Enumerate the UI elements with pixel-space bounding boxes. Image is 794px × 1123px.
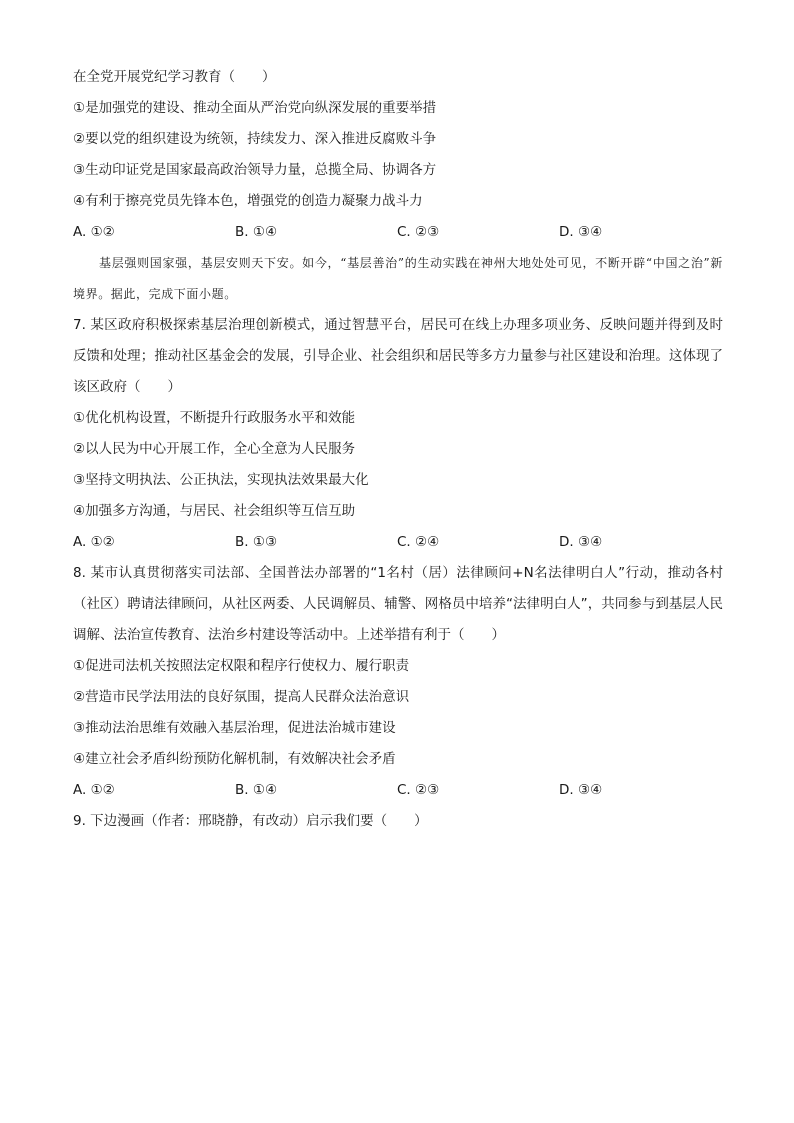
q6-option-3: ③生动印证党是国家最高政治领导力量，总揽全局、协调各方 <box>73 162 437 178</box>
q6-option-2: ②要以党的组织建设为统领，持续发力、深入推进反腐败斗争 <box>73 131 437 147</box>
q8-choice-c[interactable]: C. ②③ <box>397 782 440 798</box>
material-passage: 基层强则国家强，基层安则天下安。如今，“基层善治”的生动实践在神州大地处处可见，不断开辟“中国之治”新境界。据此，完成下面小题。 <box>73 256 723 301</box>
q7-choice-d[interactable]: D. ③④ <box>559 534 603 550</box>
q8-option-4: ④建立社会矛盾纠纷预防化解机制，有效解决社会矛盾 <box>73 751 396 767</box>
q6-choice-b[interactable]: B. ①④ <box>235 224 278 240</box>
q8-option-3: ③推动法治思维有效融入基层治理，促进法治城市建设 <box>73 720 396 736</box>
q8-choice-d[interactable]: D. ③④ <box>559 782 603 798</box>
q7-choice-b[interactable]: B. ①③ <box>235 534 278 550</box>
q8-choice-b[interactable]: B. ①④ <box>235 782 278 798</box>
q7-choice-a[interactable]: A. ①② <box>73 534 115 550</box>
q8-choice-a[interactable]: A. ①② <box>73 782 115 798</box>
q6-choice-c[interactable]: C. ②③ <box>397 224 440 240</box>
q7-choices <box>73 527 723 558</box>
q7-option-4: ④加强多方沟通，与居民、社会组织等互信互助 <box>73 503 356 519</box>
q6-option-1: ①是加强党的建设、推动全面从严治党向纵深发展的重要举措 <box>73 100 437 116</box>
q7-choice-c[interactable]: C. ②④ <box>397 534 440 550</box>
q9-stem: 9. 下边漫画（作者：邢晓静，有改动）启示我们要（ ） <box>73 813 428 829</box>
q8-option-2: ②营造市民学法用法的良好氛围，提高人民群众法治意识 <box>73 689 410 705</box>
q7-option-1: ①优化机构设置，不断提升行政服务水平和效能 <box>73 410 356 426</box>
page-content <box>73 62 723 837</box>
q8-choices <box>73 775 723 806</box>
q8-stem: 8. 某市认真贯彻落实司法部、全国普法办部署的“1名村（居）法律顾问+N名法律明白人”行动，推动各村（社区）聘请法律顾问，从社区两委、人民调解员、辅警、网格员中培养“法律明白人”，共同参与到基层人民调解、法治宣传教育、法治乡村建设等活动中。上述举措有利于（ ） <box>73 565 723 643</box>
q6-choices <box>73 217 723 248</box>
q6-choice-d[interactable]: D. ③④ <box>559 224 603 240</box>
q8-option-1: ①促进司法机关按照法定权限和程序行使权力、履行职责 <box>73 658 410 674</box>
q6-option-4: ④有利于擦亮党员先锋本色，增强党的创造力凝聚力战斗力 <box>73 193 423 209</box>
q6-stem-tail: 在全党开展党纪学习教育（ ） <box>73 69 276 85</box>
q6-choice-a[interactable]: A. ①② <box>73 224 115 240</box>
q7-stem: 7. 某区政府积极探索基层治理创新模式，通过智慧平台，居民可在线上办理多项业务、反映问题并得到及时反馈和处理；推动社区基金会的发展，引导企业、社会组织和居民等多方力量参与社区建设和治理。这体现了该区政府（ ） <box>73 317 723 395</box>
q7-option-2: ②以人民为中心开展工作，全心全意为人民服务 <box>73 441 356 457</box>
q7-option-3: ③坚持文明执法、公正执法，实现执法效果最大化 <box>73 472 369 488</box>
